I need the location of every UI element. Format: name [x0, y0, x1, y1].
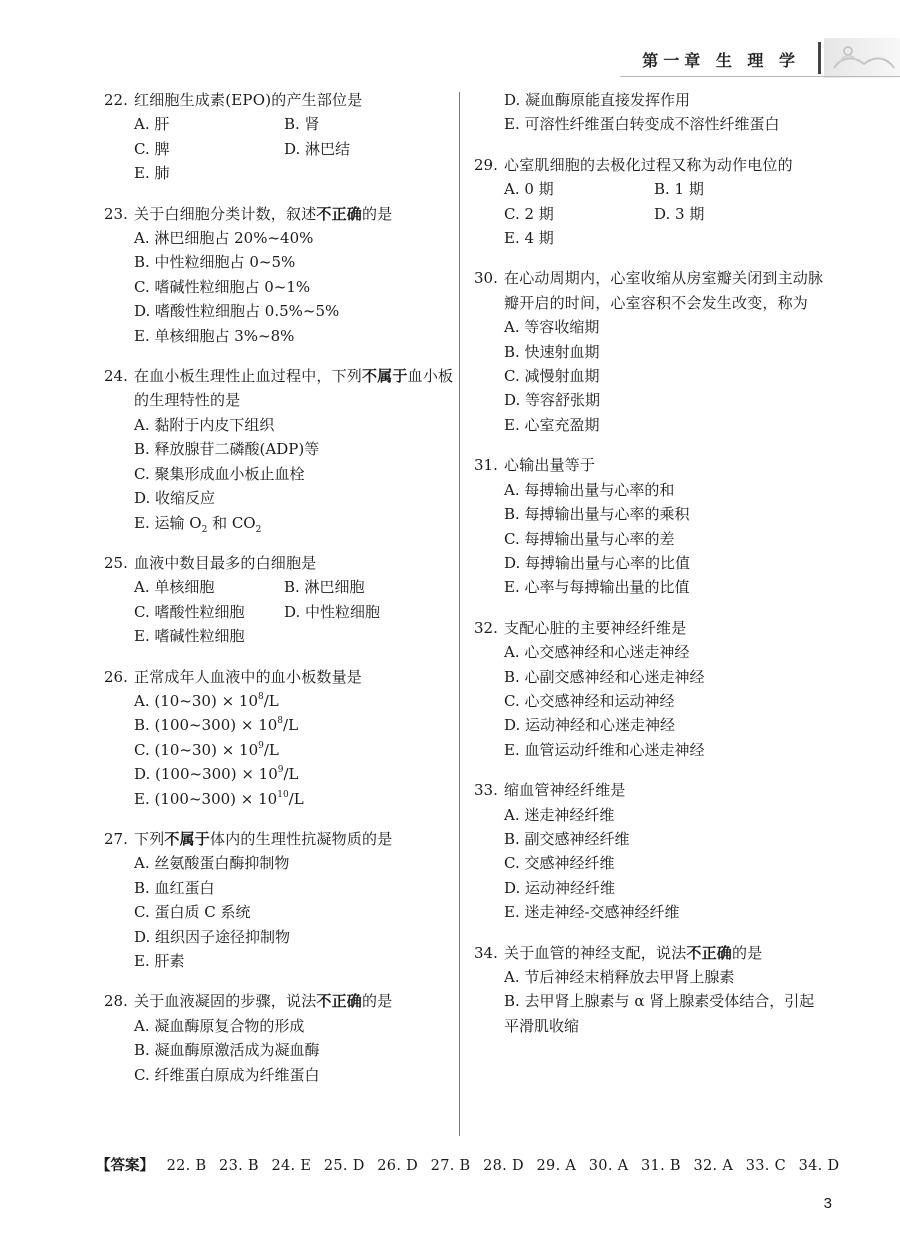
option-a: A. 0 期: [504, 180, 554, 199]
question-number: 26.: [104, 667, 128, 686]
option-c: C. 聚集形成血小板止血栓: [134, 464, 305, 483]
question-number: 31.: [474, 456, 498, 475]
emphasis-text: 不正确: [686, 943, 733, 962]
question-stem: 血液中数目最多的白细胞是: [134, 553, 317, 572]
question-26: [104, 665, 454, 811]
option-e: E. (100~300) × $10^{10}/L$: [134, 789, 304, 808]
question-number: 33.: [474, 781, 498, 800]
option-b: B. 每搏输出量与心率的乘积: [504, 505, 690, 524]
option-d: D. 运动神经纤维: [504, 878, 616, 897]
question-stem: 红细胞生成素(EPO)的产生部位是: [134, 91, 363, 109]
option-b: B. 心副交感神经和心迷走神经: [504, 667, 705, 686]
answer-item: 28. D: [483, 1158, 524, 1174]
header-divider: [818, 42, 821, 74]
emphasis-text: 不属于: [362, 367, 408, 386]
option-a: A. 节后神经末梢释放去甲肾上腺素: [504, 968, 735, 986]
option-b: B. (100~300) × $10^8/L$: [134, 716, 299, 735]
answer-item: 31. B: [641, 1158, 681, 1174]
chapter-title: 第一章 生 理 学: [642, 51, 800, 70]
question-31: [474, 453, 824, 599]
option-e: E. 心率与每搏输出量的比值: [504, 578, 690, 597]
question-stem: 心室肌细胞的去极化过程又称为动作电位的: [504, 155, 793, 174]
question-number: 29.: [474, 155, 498, 174]
option-a: A. 每搏输出量与心率的和: [504, 480, 675, 499]
option-c: C. 2 期: [504, 204, 554, 223]
answer-item: 32. A: [693, 1158, 734, 1174]
option-d: D. 每搏输出量与心率的比值: [504, 553, 691, 572]
question-stem: 下列不属于体内的生理性抗凝物质的是: [134, 829, 393, 848]
column-divider: [459, 92, 460, 1136]
question-number: 32.: [474, 618, 498, 637]
option-d: D. (100~300) × $10^9/L$: [134, 765, 299, 784]
question-stem: 支配心脏的主要神经纤维是: [504, 618, 687, 637]
question-28-continued: [474, 88, 824, 137]
option-c: C. (10~30) × $10^9/L$: [134, 740, 279, 759]
answer-item: 22. B: [166, 1158, 207, 1174]
option-d: D. 凝血酶原能直接发挥作用: [504, 91, 691, 109]
option-b: B. 中性粒细胞占 0~5%: [134, 253, 296, 272]
option-c: C. 减慢射血期: [504, 367, 600, 386]
option-d: D. 淋巴结: [284, 139, 351, 158]
option-d: D. 运动神经和心迷走神经: [504, 716, 676, 735]
question-34: [474, 941, 824, 1039]
option-d: D. 3 期: [654, 204, 705, 223]
option-b: B. 淋巴细胞: [284, 578, 365, 597]
question-number: 24.: [104, 367, 128, 386]
question-30: [474, 266, 824, 437]
answer-item: 26. D: [377, 1158, 419, 1174]
question-number: 25.: [104, 553, 128, 572]
option-e: E. 迷走神经-交感神经纤维: [504, 903, 680, 922]
header-rule: [620, 76, 900, 77]
option-c: C. 每搏输出量与心率的差: [504, 529, 675, 548]
answer-item: 27. B: [430, 1158, 471, 1174]
option-e: E. 嗜碱性粒细胞: [134, 627, 245, 646]
answer-item: 24. E: [271, 1158, 312, 1174]
answer-key: [96, 1154, 856, 1175]
answer-item: 30. A: [588, 1158, 629, 1174]
option-a: A. 肝: [134, 115, 170, 134]
question-stem: 在血小板生理性止血过程中，下列不属于血小板的生理特性的是: [134, 367, 454, 410]
option-a: A. 凝血酶原复合物的形成: [134, 1016, 305, 1035]
option-c: C. 纤维蛋白原成为纤维蛋白: [134, 1065, 320, 1084]
option-d: D. 嗜酸性粒细胞占 0.5%~5%: [134, 302, 340, 321]
answer-item: 25. D: [323, 1158, 365, 1174]
option-e: E. 肝素: [134, 952, 185, 970]
option-a: A. 单核细胞: [134, 578, 215, 597]
emphasis-text: 不正确: [316, 204, 363, 223]
option-b: B. 1 期: [654, 180, 704, 199]
answer-key-label: 【答案】: [96, 1158, 154, 1174]
option-e: E. 可溶性纤维蛋白转变成不溶性纤维蛋白: [504, 115, 780, 134]
question-33: [474, 778, 824, 924]
option-c: C. 嗜酸性粒细胞: [134, 602, 245, 621]
question-25: [104, 551, 454, 649]
question-number: 30.: [474, 269, 498, 288]
question-number: 28.: [104, 992, 128, 1011]
question-stem: 关于白细胞分类计数，叙述不正确的是: [134, 204, 393, 223]
question-stem: 缩血管神经纤维是: [504, 781, 626, 800]
emphasis-text: 不正确: [316, 992, 363, 1011]
option-b: B. 释放腺苷二磷酸(ADP)等: [134, 440, 320, 459]
option-e: E. 4 期: [504, 229, 554, 248]
question-number: 34.: [474, 943, 498, 962]
question-stem: 心输出量等于: [504, 456, 596, 475]
question-29: [474, 153, 824, 251]
option-c: C. 蛋白质 C 系统: [134, 903, 251, 922]
option-e: E. 心室充盈期: [504, 415, 600, 434]
left-column: [104, 88, 454, 1103]
question-22: [104, 88, 454, 186]
answer-item: 34. D: [798, 1158, 840, 1174]
option-d: D. 组织因子途径抑制物: [134, 927, 291, 946]
emphasis-text: 不属于: [164, 829, 211, 848]
option-a: A. 心交感神经和心迷走神经: [504, 643, 690, 662]
page-number: 3: [823, 1195, 832, 1212]
option-a: A. (10~30) × $10^8/L$: [134, 691, 279, 710]
question-stem: 正常成年人血液中的血小板数量是: [134, 667, 363, 686]
option-b: B. 去甲肾上腺素与 α 肾上腺素受体结合，引起平滑肌收缩: [504, 992, 815, 1035]
answer-item: 29. A: [536, 1158, 577, 1174]
question-number: 23.: [104, 204, 128, 223]
option-b: B. 肾: [284, 115, 320, 134]
page-header: [0, 0, 900, 80]
question-32: [474, 616, 824, 762]
question-23: [104, 202, 454, 348]
answer-item: 33. C: [745, 1158, 786, 1174]
question-number: 22.: [104, 91, 128, 109]
option-e: E. 单核细胞占 3%~8%: [134, 326, 295, 345]
option-d: D. 收缩反应: [134, 489, 216, 508]
option-a: A. 黏附于内皮下组织: [134, 415, 275, 434]
option-e: E. 肺: [134, 164, 170, 183]
question-27: [104, 827, 454, 973]
question-stem: 关于血液凝固的步骤，说法不正确的是: [134, 992, 393, 1011]
question-28: [104, 989, 454, 1087]
option-b: B. 副交感神经纤维: [504, 829, 630, 848]
option-b: B. 血红蛋白: [134, 878, 215, 897]
question-number: 27.: [104, 829, 128, 848]
option-e: E. 运输 $O_2$ 和 $CO_2$: [134, 513, 262, 535]
option-c: C. 脾: [134, 139, 170, 158]
question-24: [104, 364, 454, 535]
question-stem: 在心动周期内，心室收缩从房室瓣关闭到主动脉瓣开启的时间，心室容积不会发生改变，称为: [504, 269, 824, 312]
option-c: C. 交感神经纤维: [504, 854, 615, 873]
right-column: [474, 88, 824, 1054]
option-a: A. 淋巴细胞占 20%~40%: [134, 229, 314, 248]
option-c: C. 心交感神经和运动神经: [504, 691, 675, 710]
option-a: A. 等容收缩期: [504, 318, 600, 337]
option-d: D. 中性粒细胞: [284, 602, 381, 621]
question-stem: 关于血管的神经支配，说法不正确的是: [504, 943, 763, 962]
option-c: C. 嗜碱性粒细胞占 0~1%: [134, 277, 311, 296]
answer-item: 23. B: [219, 1158, 259, 1174]
option-b: B. 凝血酶原激活成为凝血酶: [134, 1041, 320, 1060]
book-logo-icon: [824, 38, 900, 78]
option-e: E. 血管运动纤维和心迷走神经: [504, 740, 705, 759]
option-a: A. 迷走神经纤维: [504, 805, 615, 824]
option-d: D. 等容舒张期: [504, 391, 601, 410]
option-b: B. 快速射血期: [504, 342, 600, 361]
option-a: A. 丝氨酸蛋白酶抑制物: [134, 854, 290, 873]
